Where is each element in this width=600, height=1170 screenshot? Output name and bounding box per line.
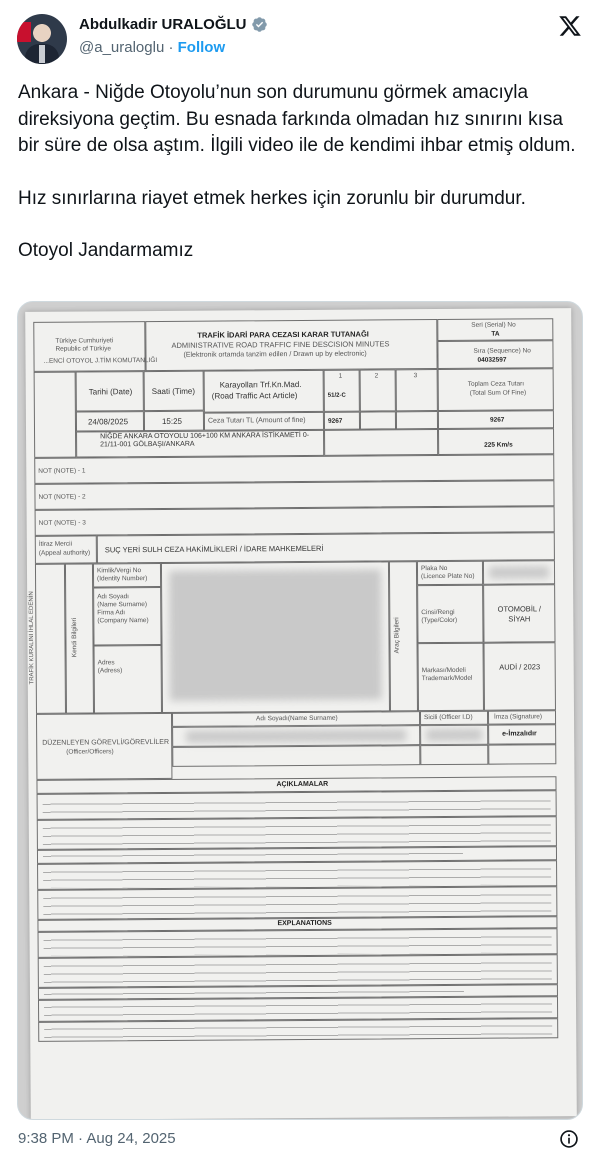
doc-address-label-en: (Adress) (97, 667, 123, 675)
redacted-officer-1 (186, 729, 406, 743)
redacted-plate (489, 566, 549, 578)
follow-button[interactable]: Follow (177, 39, 226, 56)
verified-badge-icon (251, 16, 268, 33)
doc-amount-2-cell (360, 411, 396, 429)
doc-officer-sicil-label: Sicili (Officer I.D) (424, 713, 473, 722)
info-icon[interactable] (559, 1129, 579, 1149)
doc-header-left-3: ...ENCİ OTOYOL J.TİM KOMUTANLIĞI (43, 356, 158, 365)
tweet-paragraph: Ankara - Niğde Otoyolu’nun son durumunu görmek amacıyla direksiyona geçtim. Bu esnada farkında olmadan hız sınırını kısa bir süre de olsa aştım. İlgili video ile de kendimi ihbar etmiş oldum. (18, 82, 576, 156)
doc-fine-print (43, 890, 551, 918)
doc-side-cell (34, 372, 77, 458)
doc-note-2: NOT (NOTE) - 2 (38, 493, 86, 501)
doc-section-driver: Kendi Bilgileri (71, 617, 79, 658)
doc-article-value: 51/2-C (327, 392, 346, 399)
doc-serial-value: TA (491, 330, 500, 338)
doc-note-3-cell (35, 506, 555, 536)
doc-model-cell (484, 642, 556, 711)
doc-id-label: Kimlik/Vergi No (96, 567, 142, 575)
doc-time-value: 15:25 (161, 416, 183, 426)
tweet-paragraph: Hız sınırlarına riayet etmek herkes için zorunlu bir durumdur. (18, 187, 526, 209)
tweet-paragraph: Otoyol Jandarmamız (18, 240, 194, 261)
doc-title-1: TRAFİK İDARİ PARA CEZASI KARAR TUTANAĞI (197, 329, 369, 340)
doc-traffic-side-cell (35, 564, 66, 714)
doc-plate-label: Plaka No (420, 564, 448, 573)
author-handle[interactable]: @a_uraloglu (79, 39, 165, 56)
doc-name-label-en: (Name Surname) (97, 601, 148, 609)
tweet-timestamp[interactable]: 9:38 PM · Aug 24, 2025 (18, 1130, 176, 1147)
doc-address-label: Adres (97, 659, 115, 667)
tie-graphic (39, 45, 45, 63)
doc-article-label: Karayolları Trf.Kn.Mad. (219, 379, 302, 390)
doc-officer-2-sicil-cell (420, 745, 488, 765)
doc-header-left-1: Türkiye Cumhuriyeti (55, 337, 114, 345)
doc-plate-label-en: (Licence Plate No) (421, 572, 475, 581)
x-logo-icon[interactable] (558, 14, 582, 38)
tweet-photo[interactable] (17, 301, 583, 1120)
doc-company-label-en: (Company Name) (97, 617, 149, 625)
doc-note-3: NOT (NOTE) - 3 (38, 519, 86, 527)
doc-appeal-label: İtiraz Mercii (38, 540, 73, 548)
doc-time-label: Saati (Time) (151, 386, 196, 397)
doc-color-label-en: (Type/Color) (421, 616, 458, 625)
doc-date-value: 24/08/2025 (87, 417, 129, 427)
doc-officer-signature-value: e-İmzalıdır (502, 730, 537, 738)
doc-explanations-tr: AÇIKLAMALAR (276, 780, 329, 789)
redacted-officer-sicil (426, 729, 482, 741)
doc-fine-print (44, 958, 552, 986)
doc-company-label: Firma Adı (97, 609, 126, 617)
doc-date-label: Tarihi (Date) (88, 387, 133, 397)
fine-document (28, 318, 558, 1042)
doc-model-label-en: Trademark/Model (421, 674, 473, 683)
doc-fine-print (44, 932, 552, 956)
doc-note-1-cell (34, 454, 554, 484)
doc-article-label-en: (Road Traffic Act Article) (211, 391, 298, 401)
doc-officer-2-cell (172, 745, 420, 767)
doc-appeal-label-en: (Appeal authority) (38, 549, 91, 557)
doc-color-label: Cinsi/Rengi (421, 608, 455, 617)
doc-officer-2-signature-cell (488, 744, 556, 764)
fine-document-paper (25, 308, 577, 1120)
avatar[interactable] (17, 14, 67, 64)
doc-fine-print (43, 864, 551, 888)
doc-speed-value: 225 Km/s (484, 441, 513, 449)
doc-officers-label: DÜZENLEYEN GÖREVLİ/GÖREVLİLER (42, 738, 170, 747)
doc-serial-label: Seri (Serial) No (471, 321, 516, 329)
doc-col-2: 2 (374, 372, 379, 380)
doc-model-label: Markası/Modeli (421, 666, 466, 675)
doc-fine-print (43, 820, 551, 848)
doc-explanations-en: EXPLANATIONS (277, 919, 332, 928)
doc-header-left-2: Republic of Türkiye (55, 345, 112, 353)
doc-model-value: AUDİ / 2023 (499, 662, 541, 672)
doc-sequence-label: Sıra (Sequence) No (473, 347, 531, 355)
doc-total-value: 9267 (489, 416, 505, 424)
author-name-row (79, 16, 268, 33)
doc-place-value: NİĞDE ANKARA OTOYOLU 106+100 KM ANKARA İSTİKAMETİ 0-21/11-001 GÖLBAŞI/ANKARA (100, 431, 310, 449)
doc-officer-name-label: Adı Soyadı(Name Surname) (256, 714, 338, 723)
author-name[interactable]: Abdulkadir URALOĞLU (79, 16, 247, 33)
doc-id-label-en: (Identity Number) (97, 575, 148, 583)
doc-sequence-value: 04032597 (477, 356, 507, 364)
doc-total-label: Toplam Ceza Tutarı (467, 380, 525, 388)
doc-title-2: ADMINISTRATIVE ROAD TRAFFIC FINE DESCISION MINUTES (171, 339, 390, 350)
doc-limit-cell (324, 429, 438, 456)
doc-section-traffic: TRAFİK KURALINI İHLAL EDENİN (28, 591, 36, 685)
doc-col-3: 3 (413, 372, 418, 380)
doc-officers-label-en: (Officer/Officers) (66, 748, 114, 756)
tweet-text (18, 80, 584, 265)
doc-amount-value: 9267 (327, 417, 343, 425)
doc-appeal-value: SUÇ YERİ SULH CEZA HAKİMLİKLERİ / İDARE MAHKEMELERİ (104, 543, 324, 555)
doc-total-label-en: (Total Sum Of Fine) (469, 389, 527, 397)
doc-driver-side-cell (65, 563, 94, 713)
author-handle-row (79, 39, 225, 56)
redacted-personal-info (169, 569, 382, 700)
doc-officer-signature-label: İmza (Signature) (494, 713, 543, 721)
doc-col-1: 1 (338, 372, 343, 380)
doc-name-label: Adı Soyadı (97, 593, 130, 601)
doc-amount-3-cell (396, 411, 438, 429)
flag-graphic (17, 22, 31, 42)
doc-note-1: NOT (NOTE) - 1 (38, 467, 86, 475)
doc-note-2-cell (34, 480, 554, 510)
doc-amount-label: Ceza Tutarı TL (Amount of fine) (207, 416, 306, 425)
doc-color-value: OTOMOBİL / SİYAH (497, 604, 541, 624)
doc-section-vehicle: Araç Bilgileri (393, 617, 401, 654)
doc-address-label-cell (94, 645, 162, 713)
handle-separator: · (168, 39, 174, 56)
doc-title-3: (Elektronik ortamda tanzim edilen / Drawn up by electronic) (183, 350, 367, 359)
